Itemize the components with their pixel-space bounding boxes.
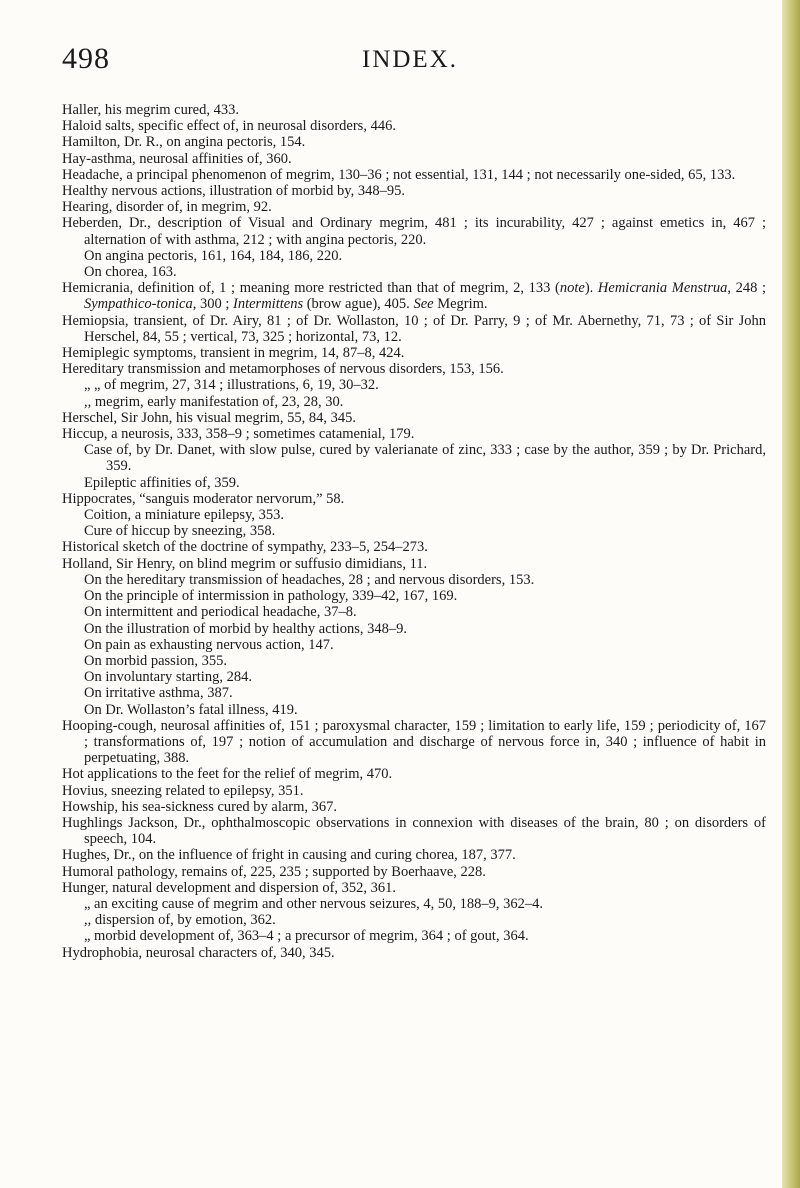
index-subentry (62, 685, 766, 701)
index-subentry (62, 475, 766, 491)
entry-text: Hovius, sneezing related to epilepsy, 351. (62, 782, 304, 799)
entry-text: Megrim. (433, 296, 488, 313)
entry-text: On angina pectoris, 161, 164, 184, 186, 220. (84, 247, 343, 264)
index-entry (62, 799, 766, 815)
entry-text: Coition, a miniature epilepsy, 353. (84, 507, 285, 524)
entry-text: On intermittent and periodical headache, 37–8. (84, 604, 357, 621)
entry-text: On pain as exhausting nervous action, 147. (84, 636, 334, 653)
entry-text: Hydrophobia, neurosal characters of, 340, 345. (62, 944, 335, 961)
entry-text: Cure of hiccup by sneezing, 358. (84, 523, 276, 540)
index-subentry (62, 621, 766, 637)
index-subentry (62, 896, 766, 912)
index-subentry (62, 264, 766, 280)
index-subentry (62, 604, 766, 620)
entry-text: On involuntary starting, 284. (84, 669, 252, 686)
entry-text: Heberden, Dr., description of Visual and Ordinary megrim, 481 ; its incurability, 427 ; against emetics in, 467 ; alternation of with asthma, 212 ; with angina pectoris, 220. (62, 215, 766, 248)
index-entry (62, 410, 766, 426)
running-title: INDEX. (362, 46, 459, 73)
index-entry (62, 491, 766, 507)
index-entry (62, 361, 766, 377)
entry-text: On the illustration of morbid by healthy actions, 348–9. (84, 620, 407, 637)
index-entry (62, 134, 766, 150)
entry-text: Headache, a principal phenomenon of megrim, 130–36 ; not essential, 131, 144 ; not necessarily one-sided, 65, 133. (62, 166, 736, 183)
page-number: 498 (62, 42, 110, 75)
entry-text: ,, megrim, early manifestation of, 23, 28, 30. (84, 393, 344, 410)
index-entry (62, 815, 766, 847)
index-entry (62, 880, 766, 896)
entry-text: Hay-asthma, neurosal affinities of, 360. (62, 150, 292, 167)
page-edge-binding (782, 0, 800, 1188)
entry-text: Humoral pathology, remains of, 225, 235 ; supported by Boerhaave, 228. (62, 863, 486, 880)
entry-text: Hughlings Jackson, Dr., ophthalmoscopic observations in connexion with diseases of the brain, 80 ; on disorders of speech, 104. (62, 814, 766, 848)
entry-text: Hemicrania, definition of, 1 ; meaning more restricted than that of megrim, 2, 133 ( (62, 280, 560, 297)
entry-text: On irritative asthma, 387. (84, 685, 233, 702)
index-subentry (62, 702, 766, 718)
index-entry (62, 945, 766, 961)
index-entry (62, 864, 766, 880)
index-entry (62, 783, 766, 799)
index-entry (62, 167, 766, 183)
entry-text: On chorea, 163. (84, 264, 177, 281)
index-subentry (62, 442, 766, 474)
index-entry (62, 102, 766, 118)
index-subentry (62, 523, 766, 539)
entry-text: Healthy nervous actions, illustration of morbid by, 348–95. (62, 183, 405, 200)
entry-text: Herschel, Sir John, his visual megrim, 55, 84, 345. (62, 409, 357, 426)
index-entry (62, 718, 766, 767)
entry-text: Haloid salts, specific effect of, in neurosal disorders, 446. (62, 118, 396, 135)
italic-text: Sympathico-tonica (84, 296, 193, 313)
index-subentry (62, 377, 766, 393)
index-entry (62, 280, 766, 312)
index-entry (62, 183, 766, 199)
index-subentry (62, 572, 766, 588)
index-entry (62, 556, 766, 572)
entry-text: ,, dispersion of, by emotion, 362. (84, 912, 276, 929)
entry-text: Haller, his megrim cured, 433. (62, 102, 239, 118)
entry-text: Hiccup, a neurosis, 333, 358–9 ; sometimes catamenial, 179. (62, 426, 415, 443)
entry-text: (brow ague), 405. (303, 296, 414, 313)
index-subentry (62, 653, 766, 669)
index-entry (62, 151, 766, 167)
entry-text: , 300 ; (192, 296, 234, 313)
index-entry (62, 766, 766, 782)
entry-text: „ an exciting cause of megrim and other nervous seizures, 4, 50, 188–9, 362–4. (84, 895, 544, 912)
entry-text: On morbid passion, 355. (84, 652, 227, 669)
index-entry (62, 345, 766, 361)
entry-text: „ „ of megrim, 27, 314 ; illustrations, 6, 19, 30–32. (84, 377, 379, 394)
entry-text: , 248 ; (727, 280, 767, 297)
index-entry (62, 118, 766, 134)
italic-text: Hemicrania Menstrua (597, 280, 728, 297)
entry-text: Hearing, disorder of, in megrim, 92. (62, 199, 272, 216)
index-entry (62, 199, 766, 215)
entry-text: ). (584, 280, 598, 297)
entry-text: On Dr. Wollaston’s fatal illness, 419. (84, 701, 298, 718)
index-entry (62, 847, 766, 863)
index-entry (62, 313, 766, 345)
index-subentry (62, 912, 766, 928)
entry-text: Historical sketch of the doctrine of sympathy, 233–5, 254–273. (62, 539, 428, 556)
entry-text: Hooping-cough, neurosal affinities of, 151 ; paroxysmal character, 159 ; limitation to early life, 159 ; periodicity of, 167 ; transformations of, 197 ; notion of accumulation and discharge of nervous force in, 340 ; influence of habit in perpetuating, 388. (62, 717, 766, 767)
entry-text: On the principle of intermission in pathology, 339–42, 167, 169. (84, 588, 458, 605)
entry-text: Hunger, natural development and dispersion of, 352, 361. (62, 879, 397, 896)
entry-text: Hamilton, Dr. R., on angina pectoris, 154. (62, 134, 306, 151)
index-subentry (62, 669, 766, 685)
entry-text: Hereditary transmission and metamorphoses of nervous disorders, 153, 156. (62, 361, 504, 378)
page-header (62, 42, 762, 82)
index-subentry (62, 507, 766, 523)
italic-text: See (413, 296, 434, 313)
entry-text: Epileptic affinities of, 359. (84, 474, 240, 491)
entry-text: Hippocrates, “sanguis moderator nervorum,” 58. (62, 490, 345, 507)
index-subentry (62, 588, 766, 604)
entry-text: On the hereditary transmission of headaches, 28 ; and nervous disorders, 153. (84, 571, 535, 588)
italic-text: Intermittens (233, 296, 304, 313)
entry-text: Hemiopsia, transient, of Dr. Airy, 81 ; of Dr. Wollaston, 10 ; of Dr. Parry, 9 ; of Mr. Abernethy, 71, 73 ; of Sir John Herschel, 84, 55 ; vertical, 73, 325 ; horizontal, 73, 12. (62, 312, 766, 345)
index-entry (62, 426, 766, 442)
index-subentry (62, 637, 766, 653)
index-subentry (62, 394, 766, 410)
entry-text: Hemiplegic symptoms, transient in megrim, 14, 87–8, 424. (62, 345, 405, 362)
index-entries (62, 102, 766, 961)
entry-text: Hughes, Dr., on the influence of fright in causing and curing chorea, 187, 377. (62, 847, 516, 864)
index-subentry (62, 928, 766, 944)
entry-text: Howship, his sea-sickness cured by alarm, 367. (62, 798, 338, 815)
entry-text: Hot applications to the feet for the relief of megrim, 470. (62, 766, 393, 783)
index-entry (62, 215, 766, 247)
entry-text: Holland, Sir Henry, on blind megrim or suffusio dimidians, 11. (62, 555, 428, 572)
entry-text: „ morbid development of, 363–4 ; a precursor of megrim, 364 ; of gout, 364. (84, 928, 529, 945)
italic-text: note (559, 280, 585, 297)
entry-text: Case of, by Dr. Danet, with slow pulse, cured by valerianate of zinc, 333 ; case by the author, 359 ; by Dr. Prichard, 359. (84, 442, 766, 475)
index-entry (62, 539, 766, 555)
index-subentry (62, 248, 766, 264)
